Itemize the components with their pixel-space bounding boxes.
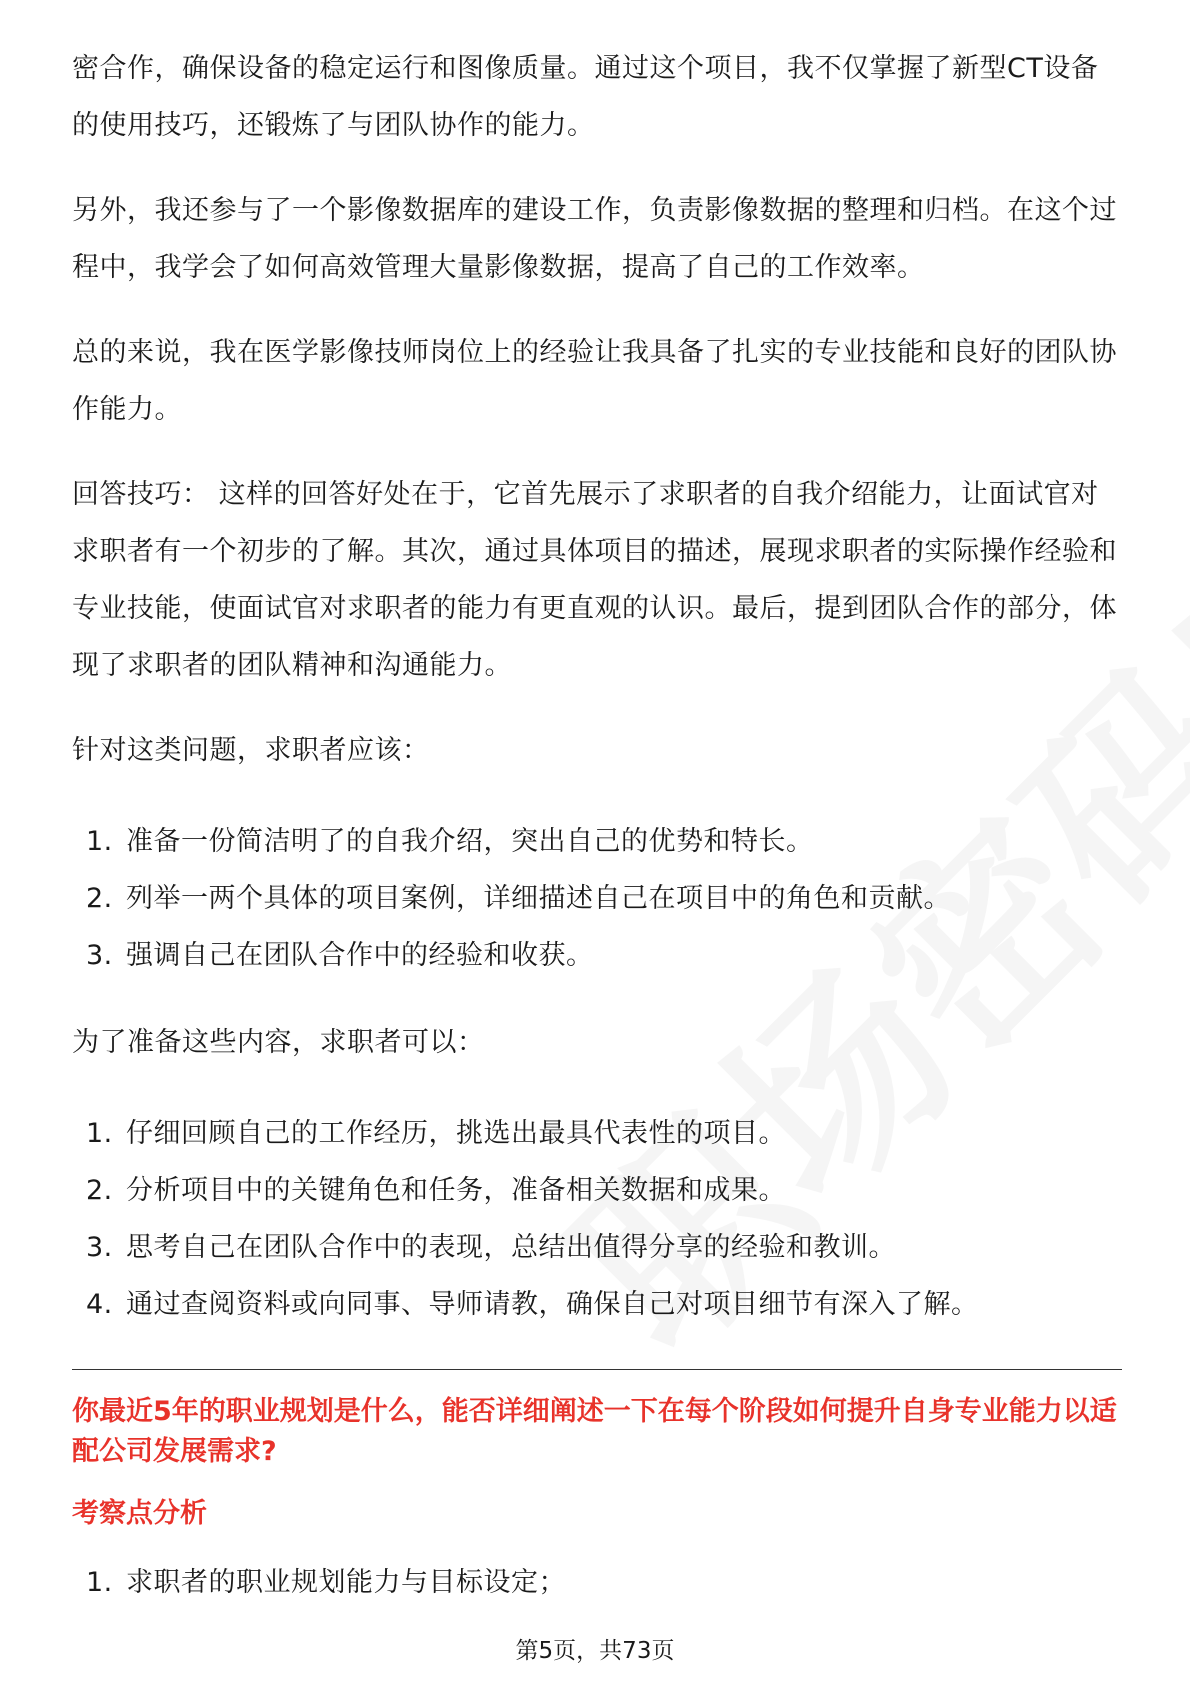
paragraph: 针对这类问题，求职者应该： [72,735,430,766]
numbered-list [72,1105,1122,1333]
list-item-text: 通过查阅资料或向同事、导师请教，确保自己对项目细节有深入了解。 [126,1289,979,1320]
section-divider [72,1369,1122,1370]
interview-question: 你最近5年的职业规划是什么，能否详细阐述一下在每个阶段如何提升自身专业能力以适配公司发展需求? [72,1396,1117,1467]
list-item [72,1554,1122,1611]
list-item-text: 求职者的职业规划能力与目标设定； [126,1567,566,1598]
list-number: 1. [86,826,113,857]
paragraph: 另外，我还参与了一个影像数据库的建设工作，负责影像数据的整理和归档。在这个过程中，我学会了如何高效管理大量影像数据，提高了自己的工作效率。 [72,195,1117,283]
list-item-text: 分析项目中的关键角色和任务，准备相关数据和成果。 [126,1175,786,1206]
paragraph: 为了准备这些内容，求职者可以： [72,1027,485,1058]
document-body [72,40,1122,1641]
list-item [72,1105,1122,1162]
list-item [72,813,1122,870]
list-item [72,927,1122,984]
list-item-text: 准备一份简洁明了的自我介绍，突出自己的优势和特长。 [126,826,814,857]
list-item [72,1162,1122,1219]
paragraph: 密合作，确保设备的稳定运行和图像质量。通过这个项目，我不仅掌握了新型CT设备的使用技巧，还锻炼了与团队协作的能力。 [72,53,1099,141]
list-number: 2. [86,1175,113,1206]
paragraph: 总的来说，我在医学影像技师岗位上的经验让我具备了扎实的专业技能和良好的团队协作能力。 [72,337,1117,425]
list-item-text: 思考自己在团队合作中的表现，总结出值得分享的经验和教训。 [126,1232,896,1263]
numbered-list [72,813,1122,984]
list-number: 3. [86,1232,113,1263]
list-item-text: 仔细回顾自己的工作经历，挑选出最具代表性的项目。 [126,1118,786,1149]
list-item-text: 强调自己在团队合作中的经验和收获。 [126,940,594,971]
list-number: 4. [86,1289,113,1320]
answer-tips-paragraph: 回答技巧： 这样的回答好处在于，它首先展示了求职者的自我介绍能力，让面试官对求职者有一个初步的了解。其次，通过具体项目的描述，展现求职者的实际操作经验和专业技能，使面试官对求职者的能力有更直观的认识。最后，提到团队合作的部分，体现了求职者的团队精神和沟通能力。 [72,479,1117,681]
numbered-list [72,1554,1122,1611]
list-item-text: 列举一两个具体的项目案例，详细描述自己在项目中的角色和贡献。 [126,883,951,914]
list-number: 2. [86,883,113,914]
list-item [72,1276,1122,1333]
list-item [72,1219,1122,1276]
list-item [72,870,1122,927]
analysis-heading: 考察点分析 [72,1498,207,1529]
list-number: 1. [86,1567,113,1598]
list-number: 1. [86,1118,113,1149]
page-footer: 第5页，共73页 [515,1638,675,1664]
list-number: 3. [86,940,113,971]
